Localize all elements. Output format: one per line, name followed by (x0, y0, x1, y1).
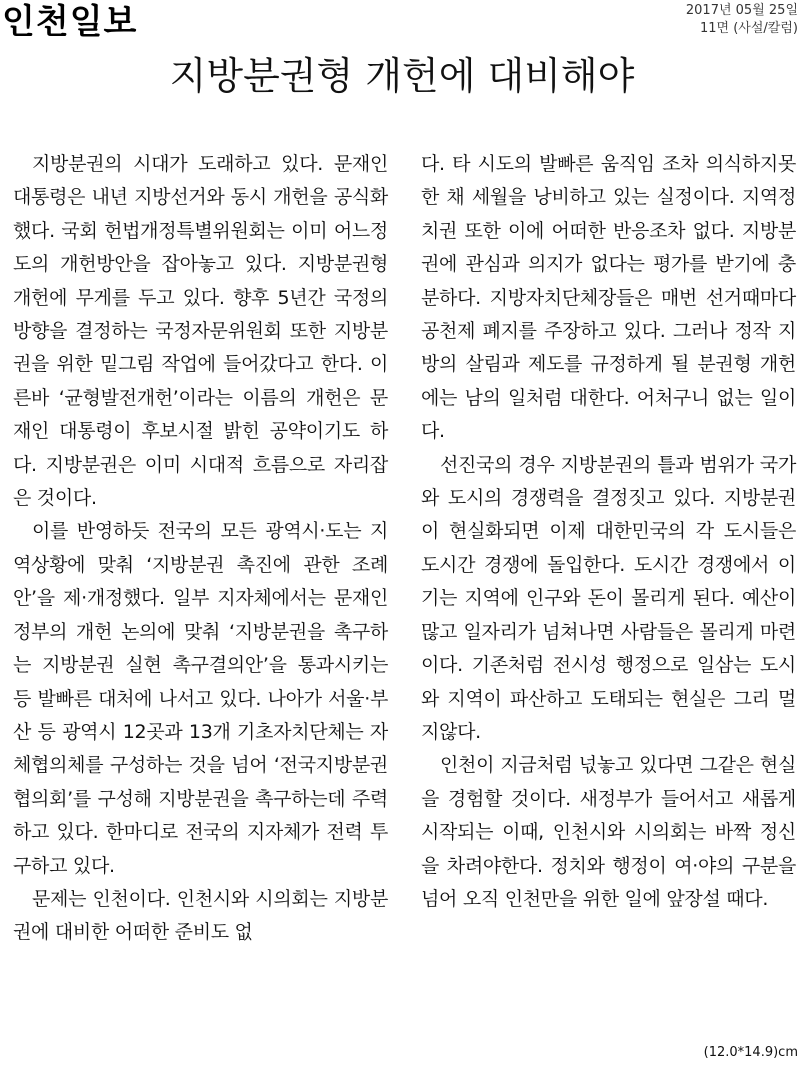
article-paragraph: 문제는 인천이다. 인천시와 시의회는 지방분권에 대비한 어떠한 준비도 없 (13, 887, 388, 944)
article-column-right (421, 148, 796, 916)
article-headline: 지방분권형 개헌에 대비해야 (169, 54, 635, 98)
article-column-left (13, 148, 388, 950)
article-paragraph: 지방분권의 시대가 도래하고 있다. 문재인 대통령은 내년 지방선거와 동시 개헌을 공식화했다. 국회 헌법개정특별위원회는 이미 어느정도의 개헌방안을 잡아놓고 있다. 지방분권형 개헌에 무게를 두고 있다. 향후 5년간 국정의 방향을 결정하는 국정자문위원회 또한 지방분권을 위한 밑그림 작업에 들어갔다고 한다. 이른바 ‘균형발전개헌’이라는 이름의 개헌은 문재인 대통령이 후보시절 밝힌 공약이기도 하다. 지방분권은 이미 시대적 흐름으로 자리잡은 것이다. (13, 153, 388, 510)
newspaper-logo: 인천일보 (2, 2, 138, 42)
article-paragraph: 이를 반영하듯 전국의 모든 광역시·도는 지역상황에 맞춰 ‘지방분권 촉진에 관한 조례안’을 제·개정했다. 일부 지자체에서는 문재인 정부의 개헌 논의에 맞춰 ‘지방분권을 촉구하는 지방분권 실현 촉구결의안’을 통과시키는 등 발빠른 대처에 나서고 있다. 나아가 서울·부산 등 광역시 12곳과 13개 기초자치단체는 자체협의체를 구성하는 것을 넘어 ‘전국지방분권협의회’를 구성해 지방분권을 촉구하는데 주력하고 있다. 한마디로 전국의 지자체가 전력 투구하고 있다. (13, 520, 388, 877)
publication-date: 2017년 05월 25일 (685, 3, 798, 18)
article-size-note: (12.0*14.9)cm (703, 1045, 798, 1060)
publication-info (686, 2, 798, 38)
page-section: 11면 (사설/칼럼) (700, 21, 798, 36)
article-paragraph: 인천이 지금처럼 넋놓고 있다면 그같은 현실을 경험할 것이다. 새정부가 들어서고 새롭게 시작되는 이때, 인천시와 시의회는 바짝 정신을 차려야한다. 정치와 행정이 여·야의 구분을 넘어 오직 인천만을 위한 일에 앞장설 때다. (421, 754, 796, 910)
article-paragraph: 선진국의 경우 지방분권의 틀과 범위가 국가와 도시의 경쟁력을 결정짓고 있다. 지방분권이 현실화되면 이제 대한민국의 각 도시들은 도시간 경쟁에 돌입한다. 도시간 경쟁에서 이기는 지역에 인구와 돈이 몰리게 된다. 예산이 많고 일자리가 넘쳐나면 사람들은 몰리게 마련이다. 기존처럼 전시성 행정으로 일삼는 도시와 지역이 파산하고 도태되는 현실은 그리 멀지않다. (421, 453, 796, 743)
article-paragraph-continued: 다. 타 시도의 발빠른 움직임 조차 의식하지못한 채 세월을 낭비하고 있는 실정이다. 지역정치권 또한 이에 어떠한 반응조차 없다. 지방분권에 관심과 의지가 없다는 평가를 받기에 충분하다. 지방자치단체장들은 매번 선거때마다 공천제 폐지를 주장하고 있다. 그러나 정작 지방의 살림과 제도를 규정하게 될 분권형 개헌에는 남의 일처럼 대한다. 어처구니 없는 일이다. (421, 153, 796, 443)
